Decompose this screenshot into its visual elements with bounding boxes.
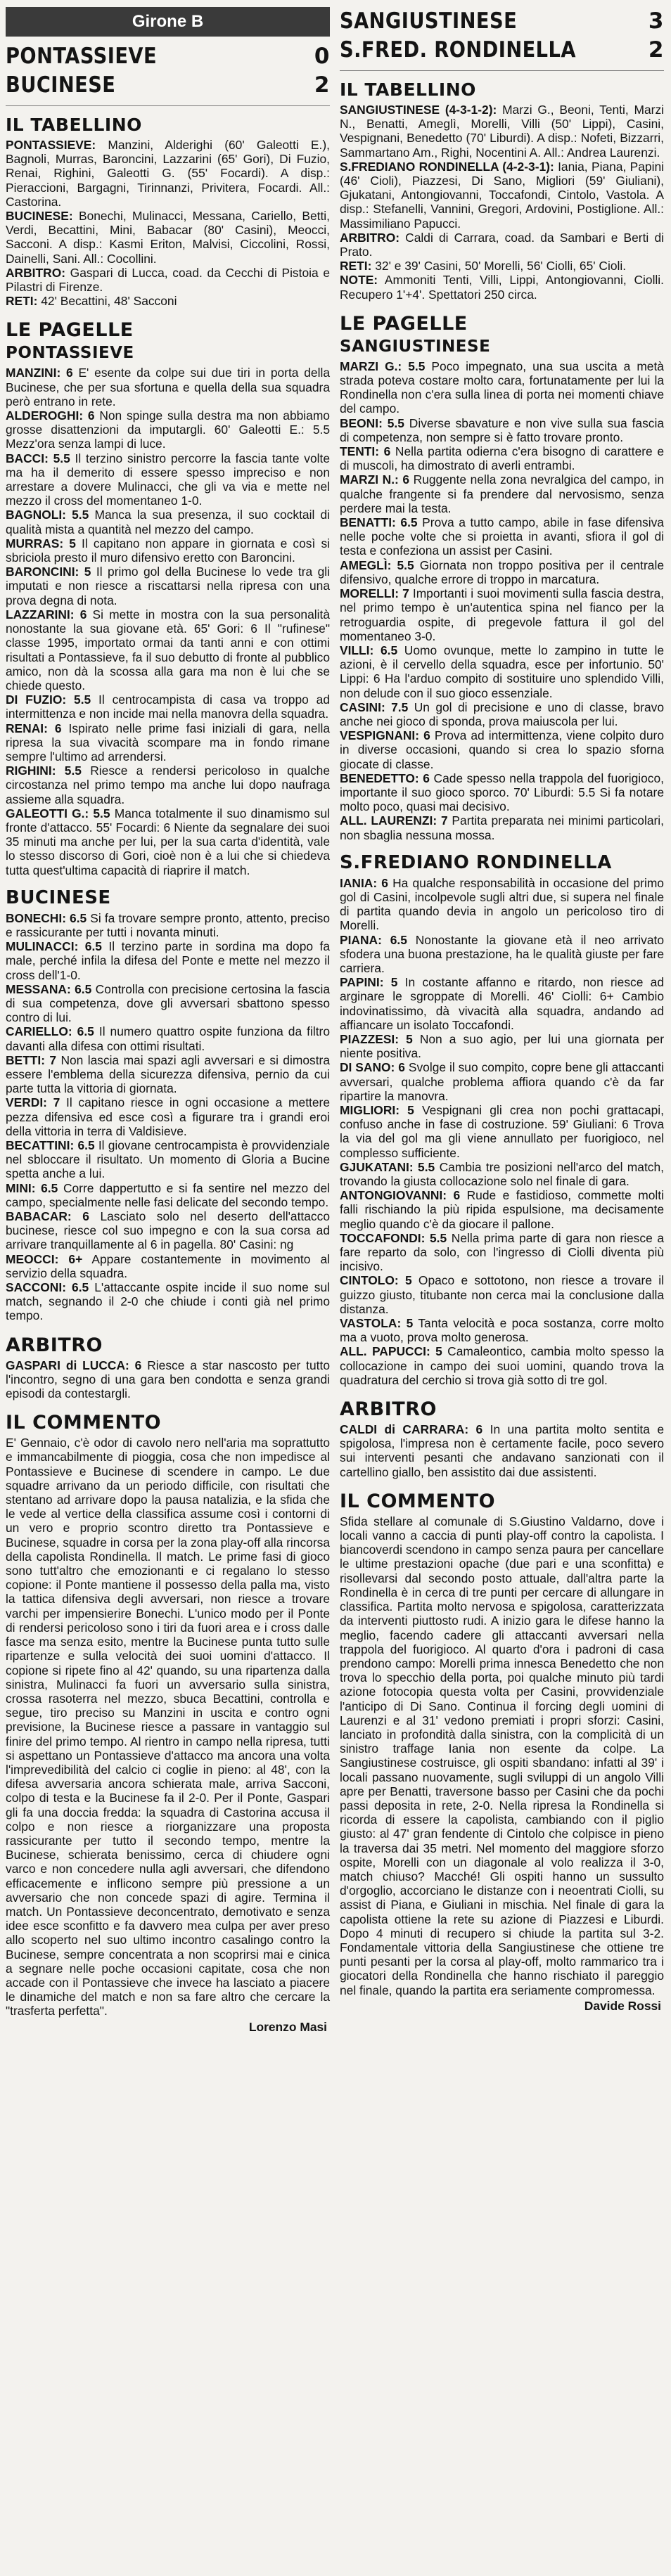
player-rating-text: Si mette in mostra con la sua personalità nonostante la sua giovane età. 65' Gori: 6 Il "rufinese" classe 1995, importato ormai da tanti anni e con ottimi risultati a Pontassieve, fa il suo debutto di fronte al pubblico amico, non dà la scossa alla gara ma non è lui che se chiede questo.: [6, 607, 330, 693]
team1-ratings: [6, 366, 330, 877]
home-team: PONTASSIEVE: [6, 44, 158, 69]
player-rating-label: TENTI: 6: [340, 444, 391, 459]
girone-banner: Girone B: [6, 7, 330, 37]
tabellino-heading: IL TABELLINO: [6, 115, 142, 135]
player-rating-label: CINTOLO: 5: [340, 1273, 412, 1288]
player-rating-text: Tanta velocità e poca sostanza, corre molto ma a vuoto, prova molto generosa.: [340, 1316, 664, 1345]
home-team: SANGIUSTINESE: [340, 8, 518, 34]
team2-ratings: [340, 876, 664, 1387]
tabellino-value: 32' e 39' Casini, 50' Morelli, 56' Ciolli, 65' Cioli.: [371, 259, 627, 273]
player-rating: [340, 728, 664, 771]
player-rating-text: Prova a tutto campo, abile in fase difensiva nelle poche volte che si proietta in avanti, sfiora il gol di testa e confeziona un assist per Casini.: [340, 515, 664, 558]
player-rating: [340, 586, 664, 643]
player-rating-text: Non lascia mai spazi agli avversari e si dimostra essere l'emblema della sicurezza difensiva, pernio da cui parte tutta la vittoria di giornata.: [6, 1052, 330, 1096]
player-rating-label: ALL. PAPUCCI: 5: [340, 1344, 442, 1359]
player-rating-text: Il numero quattro ospite funziona da filtro davanti alla difesa con ottimi risultati.: [6, 1024, 330, 1053]
player-rating: [340, 700, 664, 728]
commento-text: E' Gennaio, c'è odor di cavolo nero nell'aria ma soprattutto e immancabilmente di pioggia, cosa che non impedisce al Pontassieve e Bucinese di scendere in campo. Le due squadre arrivano da un periodo difficile, con risultati che stentano ad arrivare dopo la pausa natalizia, e la sfida che le vede al vertice della classifica assume così i contorni di un vero e proprio scontro diretto tra Pontassieve e Bucinese, squadre in corsa per la zona play-off alla rincorsa della capolista Rondinella. Il match. Le prime fasi di gioco sono tutt'altro che emozionanti e ci regalano lo stesso copione: il Ponte mantiene il possesso della palla ma, visto la tattica difensiva degli avversari, non riesce a trovare varchi per impensierire Bonechi. L'unico modo per il Ponte di rendersi pericoloso sono i tiri da fuori area e i cross dalle fasce ma senza esito, mentre la Bucinese punta tutto sulle ripartenze e sulla velocità dei suoi uomini d'attacco. Il copione si ripete fino al 42' quando, su una ripartenza dalla sinistra, Mulinacci fa fuori un avversario sulla sinistra, crossa rasoterra nel mezzo, sbuca Becattini, controlla e segue, tiro preciso su Manzini in uscita e contro ogni previsione, la Bucinese riesce a passare in vantaggio sul finire del primo tempo. Al rientro in campo nella ripresa, tutti si aspettano un Pontassieve d'attacco ma ancora una volta l'imprevedibilità del calcio ci coglie in pieno: al 48', con la difesa avversaria ancora schierata male, arriva Sacconi, colpo di testa e la Bucinese fa il 2-0. Per il Ponte, Gaspari gli fa una doccia fredda: la squadra di Castorina accusa il colpo e non riesce a riorganizzare una proposta rassicurante per tutto il secondo tempo, mentre la Bucinese, schierata benissimo, cerca di chiudere ogni varco e non concedere nulla agli avversari, che difendono efficacemente e inflicono sempre più pressione a un avversario che non concede spazi di agire. Termina il match. Un Pontassieve deconcentrato, demotivato e senza idee esce sconfitto e fa davvero mea culpa per aver preso allo scoperto nel suo ultimo incontro casalingo contro la Bucinese, sempre concentrata a non scoprirsi mai e cinica a segnare nelle poche occasioni capitate, cosa che non accade con il Pontassieve che invece ha lasciato a piacere le dinamiche del match e non sa fare altro che cercare la "trasferta perfetta".: [6, 1436, 330, 2018]
player-rating-text: Camaleontico, cambia molto spesso la collocazione in campo dei suoi uomini, quando trova la quadratura del cerchio si trova già sotto di tre gol.: [340, 1344, 664, 1387]
arbitro-name: GASPARI di LUCCA: 6: [6, 1358, 142, 1372]
player-rating-label: VERDI: 7: [6, 1095, 60, 1110]
player-rating: [6, 1209, 330, 1252]
player-rating: [340, 444, 664, 472]
player-rating-text: Non a suo agio, per lui una giornata per niente positiva.: [340, 1031, 665, 1061]
player-rating: [6, 508, 330, 536]
player-rating: [340, 975, 664, 1032]
home-score-row: [6, 42, 330, 71]
player-rating-text: Il capitano riesce in ogni occasione a mettere pezza difensiva ed esce così a figurare tra i grandi eroi della vittoria in terra di Valdisieve.: [6, 1095, 330, 1138]
player-rating-label: MEOCCI: 6+: [6, 1251, 83, 1266]
player-rating-label: CASINI: 7.5: [340, 700, 409, 714]
player-rating: [6, 1024, 330, 1052]
arbitro-heading: ARBITRO: [340, 1398, 437, 1421]
player-rating-text: Appare costantemente in movimento al servizio della squadra.: [6, 1251, 330, 1280]
player-rating-text: Lasciato solo nel deserto dell'attacco bucinese, riesce col suo impegno e con la sua corsa ad arrivare tranquillamente al 6 in pagella. 80' Casini: ng: [6, 1209, 330, 1252]
tabellino-key: RETI:: [340, 259, 372, 273]
commento-heading: IL COMMENTO: [6, 1412, 162, 1434]
player-rating-label: SACCONI: 6.5: [6, 1280, 89, 1295]
away-team: S.FRED. RONDINELLA: [340, 37, 576, 63]
player-rating: [6, 721, 330, 764]
player-rating-text: Ispirato nelle prime fasi iniziali di gara, nella ripresa la sua vivacità scompare ma in fondo rimane sempre l'ultimo ad arrendersi.: [6, 721, 331, 764]
away-team: BUCINESE: [6, 72, 116, 98]
player-rating-text: Manca totalmente il suo dinamismo sul fronte d'attacco. 55' Focardi: 6 Niente da segnalare dei suoi 35 minuti ma anche per lui, per la sua carta d'identità, vale lo stesso discorso di Gori, cioè non è a lui che si chiedeva tutta quest'ultima capacità di riaprire il match.: [6, 806, 330, 877]
player-rating-label: LAZZARINI: 6: [6, 607, 87, 622]
player-rating: [6, 1095, 330, 1138]
divider: [6, 105, 330, 106]
player-rating: [340, 1231, 664, 1274]
player-rating: [340, 416, 664, 444]
player-rating-label: CARIELLO: 6.5: [6, 1024, 94, 1039]
player-rating: [340, 472, 664, 515]
player-rating-text: Cade spesso nella trappola del fuorigioco, importante il suo gioco sporco. 70' Liburdi: 5.5 Si fa notare molto poco, quasi mai decisivo.: [340, 771, 664, 814]
arbitro-name: CALDI di CARRARA: 6: [340, 1422, 483, 1437]
tabellino-key: SANGIUSTINESE (4-3-1-2):: [340, 103, 497, 117]
player-rating-label: PAPINI: 5: [340, 975, 398, 990]
player-rating-text: Il terzino parte in sordina ma dopo fa male, perché infila la difesa del Ponte e mette nel mezzo il cross dell'1-0.: [6, 939, 330, 982]
player-rating-label: RENAI: 6: [6, 721, 62, 735]
player-rating-label: DI FUZIO: 5.5: [6, 693, 91, 707]
tabellino-list: [6, 138, 330, 308]
player-rating-text: Corre dappertutto e si fa sentire nel mezzo del campo, specialmente nelle fasi delicate del secondo tempo.: [6, 1180, 330, 1209]
player-rating: [340, 1273, 664, 1316]
player-rating: [6, 607, 330, 693]
player-rating-text: Prova ad intermittenza, viene colpito duro in diverse occasioni, quando si crea lo spazio sforna giocate di classe.: [340, 728, 664, 771]
player-rating-label: BETTI: 7: [6, 1052, 57, 1067]
tabellino-key: ARBITRO:: [340, 230, 400, 245]
player-rating: [6, 536, 330, 565]
away-score: 2: [314, 72, 330, 98]
player-rating-label: PIANA: 6.5: [340, 932, 407, 947]
player-rating-text: Vespignani gli crea non pochi grattacapi, confuso anche in fase di costruzione. 59' Giuliani: 6 Trova la via del gol ma gli viene annullato per fuorigioco, nel complesso sufficiente.: [340, 1103, 665, 1160]
player-rating-text: Manca la sua presenza, il suo cocktail di qualità mista a quantità nel mezzo del campo.: [6, 508, 330, 536]
player-rating-label: ALDEROGHI: 6: [6, 408, 95, 423]
player-rating-label: VESPIGNANI: 6: [340, 728, 430, 743]
away-score-row: [6, 71, 330, 100]
player-rating-label: BAGNOLI: 5.5: [6, 508, 89, 522]
player-rating-text: Partita preparata nei minimi particolari, non sbaglia nessuna mossa.: [340, 813, 664, 842]
tabellino-value: Ammoniti Tenti, Villi, Lippi, Antongiovanni, Ciolli. Recupero 1'+4'. Spettatori 250 circa.: [340, 273, 664, 302]
player-rating-text: Nonostante la giovane età il neo arrivato sfodera una buona prestazione, ha le qualità giuste per fare carriera.: [340, 932, 664, 975]
player-rating: [6, 408, 330, 451]
home-score: 0: [314, 44, 330, 69]
tabellino-key: PONTASSIEVE:: [6, 138, 96, 152]
player-rating-label: DI SANO: 6: [340, 1060, 405, 1075]
team1-heading: PONTASSIEVE: [6, 344, 134, 363]
pagelle-heading: LE PAGELLE: [6, 319, 134, 342]
tabellino-heading: IL TABELLINO: [340, 79, 476, 100]
player-rating: [340, 1060, 664, 1103]
player-rating-text: Opaco e sottotono, non riesce a trovare il guizzo giusto, titubante non cerca mai la conclusione dalla distanza.: [340, 1273, 665, 1316]
commento-heading: IL COMMENTO: [340, 1490, 496, 1512]
tabellino-value: Manzini, Alderighi (60' Galeotti E.), Bagnoli, Murras, Baroncini, Lazzarini (65' Gori), Di Fuzio, Renai, Righini, Galeotti G. (55' Focardi). A disp.: Pieraccioni, Bargagni, Tirinnanzi, Privitera, Focardi. All.: Castorina.: [6, 138, 330, 209]
player-rating: [340, 933, 664, 976]
arbitro-text: In una partita molto sentita e spigolosa, l'impresa non è certamente facile, poco severo sui interventi pesanti che andavano sanzionati con il cartellino giallo, ben assistito dai due assistenti.: [340, 1422, 664, 1479]
divider: [340, 70, 664, 71]
player-rating-label: MORELLI: 7: [340, 586, 409, 601]
player-rating-text: Importanti i suoi movimenti sulla fascia destra, nel primo tempo è un'autentica spina nel fianco per la retroguardia ospite, di pregevole fattura il gol del momentaneo 3-0.: [340, 586, 664, 643]
tabellino-entry: [6, 294, 330, 308]
tabellino-entry: [340, 160, 664, 231]
player-rating: [340, 771, 664, 814]
player-rating-text: Il primo gol della Bucinese lo vede tra gli imputati e non riesce a riscattarsi nella ripresa con una prova degna di nota.: [6, 565, 330, 607]
arbitro-rating: [6, 1358, 330, 1401]
tabellino-key: RETI:: [6, 294, 38, 309]
player-rating-label: ANTONGIOVANNI: 6: [340, 1188, 461, 1203]
tabellino-entry: [6, 209, 330, 266]
tabellino-value: Caldi di Carrara, coad. da Sambari e Berti di Prato.: [340, 230, 664, 259]
player-rating-label: BENEDETTO: 6: [340, 771, 430, 785]
player-rating-text: Poco impegnato, una sua uscita a metà strada poteva costare molto cara, fortunatamente per lui la Rondinella non c'era sulla linea di porta nei momenti chiave del campo.: [340, 359, 664, 416]
player-rating-text: Ruggente nella zona nevralgica del campo, in qualche frangente si fa prendere dal nervosismo, senza perdere mai la testa.: [340, 472, 664, 515]
right-column: [340, 7, 664, 2576]
player-rating-label: VASTOLA: 5: [340, 1316, 414, 1331]
arbitro-text: Riesce a star nascosto per tutto l'incontro, segno di una gara ben condotta e senza grandi episodi da contestargli.: [6, 1358, 331, 1401]
player-rating-text: Rude e fastidioso, commette molti falli rischiando la più ripida espulsione, ma decisamente meglio quando c'è da giocare il pallone.: [340, 1188, 664, 1231]
away-score: 2: [648, 37, 664, 63]
player-rating-label: MINI: 6.5: [6, 1180, 58, 1195]
player-rating: [6, 451, 330, 508]
tabellino-value: Gaspari di Lucca, coad. da Cecchi di Pistoia e Pilastri di Firenze.: [6, 265, 330, 295]
tabellino-entry: [340, 259, 664, 273]
tabellino-entry: [340, 103, 664, 160]
player-rating: [340, 359, 664, 416]
player-rating-label: PIAZZESI: 5: [340, 1031, 413, 1046]
player-rating: [340, 1103, 664, 1160]
tabellino-key: S.FREDIANO RONDINELLA (4-2-3-1):: [340, 159, 554, 174]
home-score: 3: [648, 8, 664, 34]
player-rating: [340, 643, 664, 700]
player-rating-label: VILLI: 6.5: [340, 643, 398, 657]
player-rating: [6, 911, 330, 939]
player-rating: [340, 558, 664, 586]
player-rating-label: BONECHI: 6.5: [6, 910, 87, 925]
tabellino-entry: [6, 138, 330, 209]
tabellino-value: Marzi G., Beoni, Tenti, Marzi N., Benatti, Ameglì, Morelli, Villi (50' Lippi), Casini, Vespignani, Benedetto (70' Liburdi). A disp.: Nofeti, Bizzarri, Sammartano Am., Righi, Nocentini A. All.: Andrea Laurenzi.: [340, 103, 664, 160]
player-rating-text: Il centrocampista di casa va troppo ad intermittenza e non incide mai nella manovra della squadra.: [6, 693, 330, 721]
player-rating-label: IANIA: 6: [340, 875, 388, 890]
team1-heading: SANGIUSTINESE: [340, 337, 491, 356]
tabellino-entry: [340, 231, 664, 259]
player-rating-label: ALL. LAURENZI: 7: [340, 813, 448, 828]
player-rating-text: In costante affanno e ritardo, non riesce ad arginare le sgroppate di Morelli. 46' Ciolli: 6+ Cambio indovinatissimo, dà vivacità alla squadra, andando ad affiancare un isolato Toccafondi.: [340, 975, 665, 1032]
player-rating: [6, 1138, 330, 1181]
player-rating-text: Un gol di precisione e uno di classe, bravo anche nei gioco di sponda, prova maiuscola per lui.: [340, 700, 664, 728]
player-rating-label: GJUKATANI: 5.5: [340, 1159, 435, 1174]
player-rating-text: Nella prima parte di gara non riesce a fare reparto da solo, con l'ingresso di Ciolli diventa più incisivo.: [340, 1230, 664, 1274]
player-rating-label: BARONCINI: 5: [6, 565, 91, 579]
tabellino-entry: [340, 273, 664, 301]
player-rating: [6, 1252, 330, 1280]
player-rating-label: GALEOTTI G.: 5.5: [6, 806, 110, 820]
player-rating-label: BACCI: 5.5: [6, 451, 70, 465]
player-rating: [6, 982, 330, 1025]
player-rating-label: MURRAS: 5: [6, 536, 76, 550]
author-signature: Davide Rossi: [584, 1998, 661, 2013]
player-rating-label: BEONI: 5.5: [340, 416, 404, 430]
tabellino-entry: [6, 266, 330, 294]
player-rating-text: Il capitano non appare in giornata e così si sbriciola presto il muro difensivo eretto con Baroncini.: [6, 536, 330, 565]
player-rating-text: Nella partita odierna c'era bisogno di carattere e di muscoli, ha dimostrato di averli entrambi.: [340, 444, 665, 473]
author-signature: Lorenzo Masi: [248, 2019, 327, 2034]
arbitro-heading: ARBITRO: [6, 1334, 103, 1356]
player-rating-text: Il giovane centrocampista è provvidenziale nel sbloccare il risultato. Un momento di Gloria a Bucine spetta anche a lui.: [6, 1138, 330, 1181]
player-rating: [6, 806, 330, 877]
left-column: [6, 7, 330, 2576]
player-rating: [340, 1344, 664, 1387]
home-score-row: [340, 7, 664, 36]
player-rating: [340, 813, 664, 842]
tabellino-value: Bonechi, Mulinacci, Messana, Cariello, Betti, Verdi, Becattini, Mini, Babacar (80' Casini), Meocci, Sacconi. A disp.: Kasmi Eriton, Malvisi, Ciccolini, Rossi, Dainelli, Sani. All.: Cocollini.: [6, 209, 330, 266]
player-rating-label: MESSANA: 6.5: [6, 981, 92, 996]
player-rating: [340, 1316, 664, 1344]
player-rating: [6, 693, 330, 721]
player-rating: [340, 1032, 664, 1060]
player-rating-text: Ha qualche responsabilità in occasione del primo gol di Casini, incolpevole sugli altri due, si supera nel finale di partita quando devia in angolo un pericoloso tiro di Morelli.: [340, 875, 664, 933]
player-rating-text: Diverse sbavature e non vive sulla sua fascia di competenza, non sempre si è fatto trovare pronto.: [340, 416, 665, 444]
pagelle-heading: LE PAGELLE: [340, 312, 468, 335]
commento-text: Sfida stellare al comunale di S.Giustino Valdarno, dove i locali vanno a caccia di punti play-off contro la capolista. I biancoverdi scendono in campo senza paura per cancellare le ultime prestazioni opache (due pari e una sconfitta) e risollevarsi dal secondo posto attuale, dall'altra parte la Rondinella è in cerca di tre punti per cercare di allungare in classifica. Partita molto nervosa e spigolosa, caratterizzata da interventi piuttosto rudi. A inizio gara le difese hanno la meglio, facendo cadere gli attaccanti avversari nella trappola del fuorigioco. Al quarto d'ora i padroni di casa prendono campo: Morelli prima innesca Benedetto che non trova lo specchio della porta, poi qualche minuto più tardi azione fotocopia questa volta per Casini, provvidenziale l'anticipo di Di Sano. Continua il forcing degli uomini di Laurenzi e al 31' vedono premiati i propri sforzi: Casini, lanciato in profondità dalla sinistra, con la complicità di un sinistro traffage Iania non esente da colpe. La Sangiustinese costruisce, gli ospiti sbandano: infatti al 39' i locali passano nuovamente, sugli sviluppi di un angolo Villi apre per Benatti, traversone basso per Casini che da pochi passi deposita in rete, 2-0. Nella ripresa la Rondinella si ricorda di essere la capolista, cambiando con il piglio giusto: al 47' gran fendente di Cintolo che colpisce in pieno la traversa dai 35 metri. Nel momento del maggiore sforzo ospite, Morelli con un diagonale al volo realizza il 3-0, match chiuso? Macché! Gli ospiti hanno un sussulto d'orgoglio, accorciano le distanze con i neoentrati Ciolli, su assist di Piana, e Giuliani in mischia. Nel finale di gara la capolista ottiene la rete su azione di Piazzesi e Liburdi. Dopo 4 minuti di recupero si chiude la partita sul 3-2. Fondamentale vittoria della Sangiustinese che ottiene tre punti pesanti per la corsa al play-off, molto rammarico tra i giocatori della Rondinella che hanno rischiato il pareggio nel finale, quando la partita era seriamente compromessa.: [340, 1514, 664, 1997]
player-rating: [6, 565, 330, 607]
tabellino-value: Iania, Piana, Papini (46' Cioli), Piazzesi, Di Sano, Migliori (59' Giuliani), Gjukatani, Antongiovanni, Toccafondi, Cintolo, Vastola. A disp.: Stefanelli, Vannini, Gregori, Ardovini, Postiglione. All.: Massimiliano Papucci.: [340, 159, 664, 231]
player-rating-text: Cambia tre posizioni nell'arco del match, trovando la giusta collocazione solo nel finale di gara.: [340, 1159, 664, 1189]
player-rating-label: MARZI G.: 5.5: [340, 359, 426, 373]
player-rating-text: L'attaccante ospite incide il suo nome sul match, segnando il 2-0 che chiude i conti già nel primo tempo.: [6, 1280, 330, 1323]
player-rating-text: Si fa trovare sempre pronto, attento, preciso e rassicurante per tutti i novanta minuti.: [6, 910, 330, 939]
player-rating-label: MIGLIORI: 5: [340, 1103, 414, 1117]
player-rating-label: TOCCAFONDI: 5.5: [340, 1230, 447, 1245]
player-rating-text: Uomo ovunque, mette lo zampino in tutte le azioni, è il cervello della squadra, esce per infortunio. 50' Lippi: 6 Ha l'arduo compito di sostituire uno splendido Villi, non delude con il suo gioco essenziale.: [340, 643, 664, 700]
player-rating-text: Riesce a rendersi pericoloso in qualche circostanza nel primo tempo ma anche lui dopo naufraga assieme alla squadra.: [6, 764, 331, 806]
team2-heading: BUCINESE: [6, 887, 111, 908]
player-rating-label: MARZI N.: 6: [340, 472, 410, 487]
tabellino-value: 42' Becattini, 48' Sacconi: [37, 294, 177, 309]
tabellino-list: [340, 103, 664, 302]
team2-ratings: [6, 911, 330, 1323]
player-rating: [340, 515, 664, 558]
player-rating-label: MANZINI: 6: [6, 366, 73, 380]
team2-heading: S.FREDIANO RONDINELLA: [340, 851, 612, 873]
player-rating: [6, 764, 330, 806]
player-rating-label: MULINACCI: 6.5: [6, 939, 102, 954]
player-rating-text: Svolge il suo compito, copre bene gli attaccanti avversari, qualche problema affiora quando c'è da far ripartire la manovra.: [340, 1060, 665, 1103]
player-rating-text: Il terzino sinistro percorre la fascia tante volte ma ha il demerito di essere spesso impreciso e non arrestare a dovere Mulinacci, che gli va via e mette nel mezzo il cross del momentaneo 1-0.: [6, 451, 330, 508]
player-rating: [6, 1280, 330, 1323]
player-rating: [340, 876, 664, 933]
player-rating-label: AMEGLÌ: 5.5: [340, 558, 414, 572]
player-rating-text: Giornata non troppo positiva per il centrale difensivo, qualche errore di troppo in marcatura.: [340, 558, 664, 586]
player-rating: [6, 1053, 330, 1096]
player-rating-text: Non spinge sulla destra ma non abbiamo grosse disattenzioni da imputargli. 60' Galeotti E.: 5.5 Mezz'ora senza lampi di luce.: [6, 408, 330, 451]
away-score-row: [340, 36, 664, 65]
arbitro-rating: [340, 1422, 664, 1479]
player-rating-text: E' esente da colpe sui due tiri in porta della Bucinese, che per sua sfortuna e quella della sua squadra però entrano in rete.: [6, 366, 330, 408]
tabellino-key: BUCINESE:: [6, 209, 73, 224]
team1-ratings: [340, 359, 664, 842]
player-rating-label: RIGHINI: 5.5: [6, 764, 82, 778]
tabellino-key: NOTE:: [340, 273, 378, 288]
tabellino-key: ARBITRO:: [6, 265, 66, 280]
player-rating: [6, 366, 330, 408]
player-rating-label: BABACAR: 6: [6, 1209, 89, 1224]
player-rating: [340, 1160, 664, 1188]
player-rating-text: Controlla con precisione certosina la fascia di sua competenza, dove gli avversari sbattono spesso contro di lui.: [6, 981, 330, 1025]
player-rating: [340, 1188, 664, 1231]
player-rating-label: BECATTINI: 6.5: [6, 1138, 95, 1152]
player-rating: [6, 1181, 330, 1209]
player-rating-label: BENATTI: 6.5: [340, 515, 418, 530]
player-rating: [6, 939, 330, 982]
